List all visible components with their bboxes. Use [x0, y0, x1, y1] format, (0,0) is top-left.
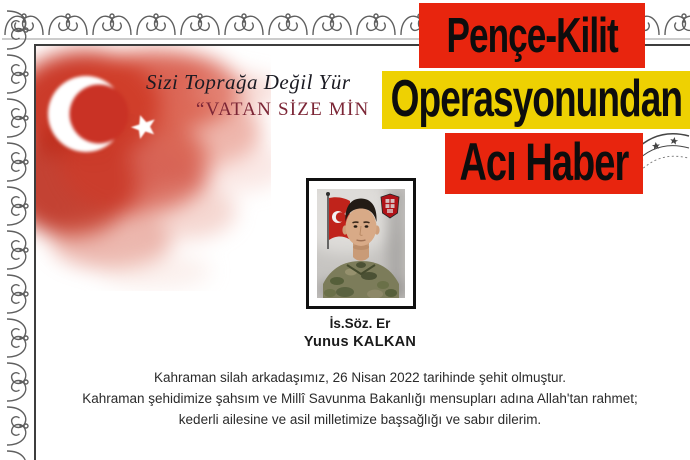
- headline-line-3: Acı Haber: [459, 133, 629, 192]
- condolence-text: [40, 367, 680, 430]
- motto-line-2: “VATAN SİZE MİN: [196, 99, 370, 120]
- headline-line-1: Pençe-Kilit: [446, 7, 618, 62]
- condolence-line-2: Kahraman şehidimize şahsım ve Millî Savunma Bakanlığı mensupları adına Allah'tan rahmet;: [82, 391, 638, 406]
- soldier-identity: [255, 316, 465, 350]
- headline-banner-1: [419, 3, 645, 68]
- headline-banner-2: [382, 71, 690, 129]
- soldier-name: Yunus KALKAN: [303, 334, 417, 350]
- headline-line-2: Operasyonundan: [390, 71, 682, 128]
- soldier-rank: İs.Söz. Er: [329, 316, 391, 331]
- soldier-portrait-icon: [317, 189, 405, 298]
- condolence-line-1: Kahraman silah arkadaşımız, 26 Nisan 2022 tarihinde şehit olmuştur.: [154, 370, 566, 385]
- soldier-photo-frame: [306, 178, 416, 309]
- motto-line-1: Sizi Toprağa Değil Yür: [146, 70, 351, 94]
- ornamental-border-left-icon: [1, 6, 35, 460]
- condolence-line-3: kederli ailesine ve asil milletimize başsağlığı ve sabır dilerim.: [178, 412, 542, 427]
- headline-banner-3: [445, 133, 643, 194]
